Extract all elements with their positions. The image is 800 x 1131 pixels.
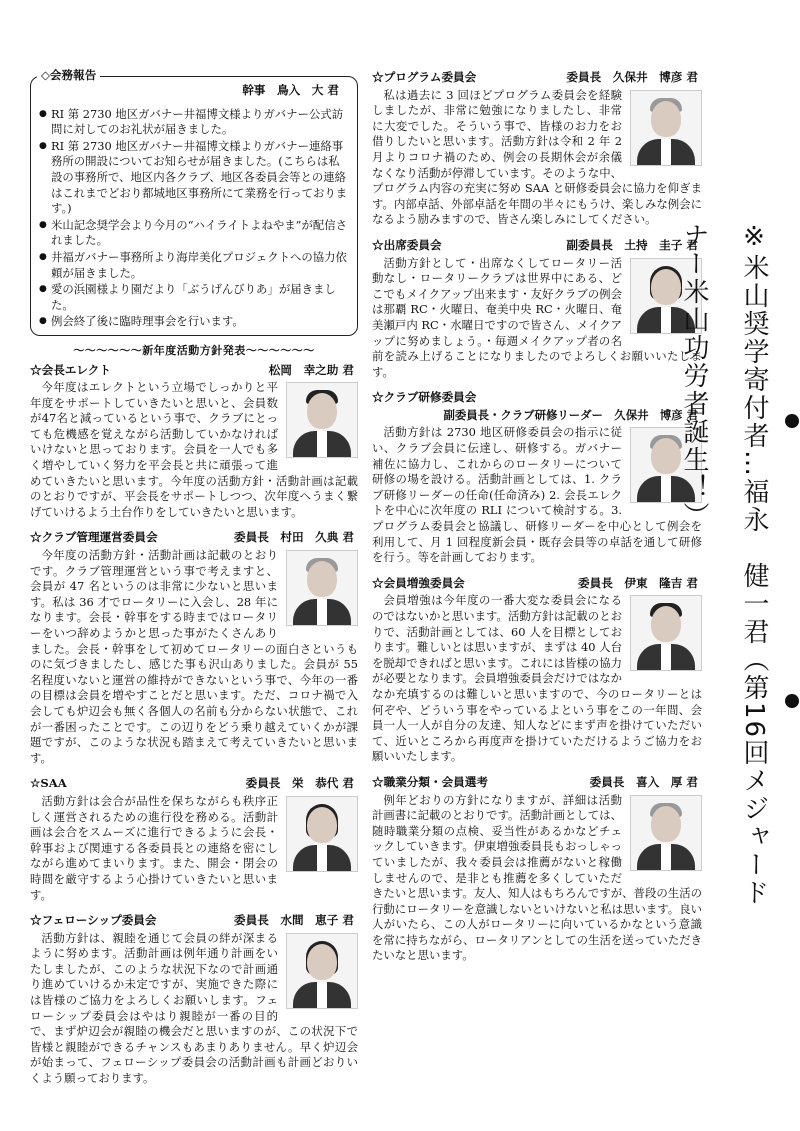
- section-person: 委員長 久保井 博彦 君: [566, 70, 698, 84]
- section-body: 今年度はエレクトという立場でしっかりと平年度をサポートしていきたいと思いと、会員数が47名と減っているという事で、クラブにとっても危機感を覚えながら活動していかなければいけないと思っております。会員を一人でも多く増やしていく努力を平会長と共に頑張って進めていきたいと思います。今年度の活動方針・活動計画は記載のとおりですが、平会長をサポートしつつ、次年度へうまく繋げていけるよう土台作りをしていきたいと思います。: [30, 380, 358, 519]
- bullet-dot-icon: [785, 694, 799, 708]
- section-fellowship: [30, 913, 358, 1087]
- portrait-photo: [286, 796, 358, 872]
- left-column: [30, 70, 358, 1097]
- middle-column: [372, 70, 702, 974]
- meeting-report-title: ◇会務報告: [37, 68, 100, 84]
- section-body: 今年度の活動方針・活動計画は記載のとおりです。クラブ管理運営という事で考えますと、会員が 47 名というのは非常に少ないと思います。私は 36 才でロータリーに入会し、28 年になります。会長・幹事をする時まではロータリーをいつ辞めようかと思った事がたくさんありました。会長・幹事をして初めてロータリーの面白さというものに気づきましたし、感じた事も沢山ありました。会員が 55 名程度いないと運営の維持ができないという事で、今年の一番の目標は会員を増やすことだと思います。ただ、コロナ禍で入会しても炉辺会も無く各個人の名前も分からない状態で、これが一番困ったことです。この辺りをどう乗り越えていくかが課題ですが、このような状況も踏まえて考えていきたいと思います。: [30, 548, 358, 765]
- report-item: ● RI 第 2730 地区ガバナー井福博文様よりガバナー連絡事務所の開設についてお知らせが届きました。(こちらは私設の事務所で、地区内各クラブ、地区各委員会等との連絡はこれまでどおり都城地区事務所にて業務を行っております。): [39, 139, 349, 217]
- section-person: 松岡 幸之助 君: [268, 362, 354, 377]
- section-body: 活動方針は会合が品性を保ちながらも秩序正しく運営されるための進行役を務める。活動計画は会合をスムーズに進行できるように会長・幹事および関連する各委員長との連絡を密にしながら進めてまいります。また、開会・閉会の時間を厳守するよう心掛けていきたいと思います。: [30, 793, 278, 902]
- section-title: ☆SAA: [30, 776, 67, 791]
- section-body: 活動方針として・出席なくしてロータリー活動なし・ロータリークラブは世界中にある、どこでもメイクアップ出来ます・友好クラブの例会は那覇 RC・火曜日、奄美中央 RC・火曜日、奄美瀬戸内 RC・水曜日ですので皆さん、メイクアップに努めましょう。・毎週メイクアップ者の名前を読み上げることになりましたのでよろしくお願いいたします。: [372, 255, 702, 379]
- section-title: ☆クラブ管理運営委員会: [30, 530, 158, 545]
- section-person: 委員長 水間 恵子 君: [234, 913, 354, 928]
- section-attendance: [372, 238, 702, 380]
- section-title: ☆プログラム委員会: [372, 70, 477, 84]
- section-body: 活動方針は 2730 地区研修委員会の指示に従い、クラブ会員に伝達し、研修する。ガバナー補佐に協力し、これからのロータリーについて研修の場を設ける。活動計画としては、1. クラブ研修リーダーの任命(任命済み) 2. 会長エレクトを中心に次年度の RLI について検討する。3. プログラム委員会と協議し、研修リーダーを中心として例会を利用して、月 1 回程度新会員・既存会員等の卓話を通して研修を行う。等を計画しております。: [372, 425, 702, 565]
- section-program: [372, 70, 702, 228]
- report-item: ● 井福ガバナー事務所より海岸美化プロジェクトへの協力依頼が届きました。: [39, 250, 349, 281]
- donor-vertical-notice: ※米山奨学寄付者…福永 健一君（第16回メジャードナー米山功労者誕生！）: [679, 222, 769, 908]
- section-title: ☆フェローシップ委員会: [30, 913, 157, 928]
- section-classification: [372, 775, 702, 964]
- portrait-photo: [630, 90, 702, 166]
- report-item: ● 愛の浜園様より園だより「ぶうげんびりあ」が届きました。: [39, 282, 349, 313]
- section-membership: [372, 576, 702, 765]
- policy-section-header: 〜〜〜〜〜〜新年度活動方針発表〜〜〜〜〜〜: [73, 343, 315, 357]
- meeting-report-header: [39, 83, 349, 99]
- meeting-report-officer: 幹事 鳥入 大 君: [242, 83, 339, 97]
- section-saa: [30, 776, 358, 903]
- report-item: ● 例会終了後に臨時理事会を行います。: [39, 314, 349, 330]
- section-title: ☆職業分類・会員選考: [372, 774, 488, 789]
- section-person: 委員長 栄 恭代 君: [245, 776, 354, 791]
- section-title: ☆会長エレクト: [30, 362, 111, 377]
- section-title: ☆出席委員会: [372, 237, 442, 252]
- section-body: 私は過去に 3 回ほどプログラム委員会を経験しましたが、非常に勉強になりましたし、非常に大変でした。そういう事で、皆様のお力をお借りしたいと思います。活動方針は令和 2 年 2 月よりコロナ禍のため、例会の長期休会が余儀なくなり活動が停滞しています。そのような中、プログラム内容の充実に努め SAA と研修委員会に協力を仰ぎます。内部卓話、外部卓話を年間の半々にもうけ、楽しみな例会になるよう励みますので、皆さん楽しみにしてください。: [372, 87, 702, 227]
- portrait-photo: [286, 382, 358, 458]
- section-club-admin: [30, 530, 358, 766]
- section-title: ☆会員増強委員会: [372, 575, 465, 590]
- meeting-report-box: [30, 68, 358, 336]
- portrait-photo: [286, 933, 358, 1009]
- section-club-training: [372, 390, 702, 566]
- section-body: 例年どおりの方針になりますが、詳細は活動計画書に記載のとおりです。活動計画としては、随時職業分類の点検、妥当性があるかなどチェックしていきます。伊東増強委員長もおっしゃっていましたが、我々委員会は推薦がないと稼働しませんので、是非とも推薦を多くしていただきたいと思います。友人、知人はもちろんですが、普段の生活の行動にロータリーを意識しないといけないと私は思います。良い人がいたら、この人がロータリーに向いているかなという意識を常に持ちながら、ロータリアンとしての生活を送っていただきたいなと思います。: [372, 792, 702, 963]
- report-item: ● RI 第 2730 地区ガバナー井福博文様よりガバナー公式訪問に対してのお礼状が届きました。: [39, 107, 349, 138]
- section-person: 副委員長・クラブ研修リーダー 久保井 博彦 君: [443, 407, 698, 422]
- section-body: 活動方針は、親睦を通じて会員の絆が深まるように努めます。活動計画は例年通り計画をいたしましたが、このような状況下なので計画通り進めていけるか未定ですが、実施できた際には皆様のご協力をよろしくお願いします。フェローシップ委員会はやはり親睦が一番の目的で、まず炉辺会が親睦の機会だと思いますのが、この状況下で皆様と親睦ができるチャンスもあまりありません。早く炉辺会が始まって、フェローシップ委員会の活動計画も計画どおりいくよう願っております。: [30, 930, 358, 1086]
- portrait-photo: [630, 795, 702, 871]
- bullet-dot-icon: [785, 414, 799, 428]
- section-body: 会員増強は今年度の一番大変な委員会になるのではないかと思います。活動方針は記載のとおりで、活動計画としては、60 人を目標としております。難しいとは思いますが、まずは 40 人台を脱却できればと思います。これには皆様の協力が必要となります。会員増強委員会だけではなかなか充填するのは難しいと思いますので、今のロータリーとは何ぞや、どういう事をやっているよという事をこの一年間、会員一人一人が自分の友達、知人などにまず声を掛けていただいて、近いところから再度声を掛けていただけるようご協力をお願いいたします。: [372, 593, 702, 764]
- portrait-photo: [286, 550, 358, 626]
- section-person: 副委員長 土持 圭子 君: [566, 237, 698, 252]
- section-person: 委員長 伊東 隆吉 君: [578, 575, 698, 590]
- section-president-elect: [30, 363, 358, 521]
- section-title: ☆クラブ研修委員会: [372, 390, 477, 405]
- report-item: ● 米山記念奨学会より今月の“ハイライトよねやま”が配信されました。: [39, 218, 349, 249]
- section-person: 委員長 村田 久典 君: [234, 530, 354, 545]
- portrait-photo: [630, 595, 702, 671]
- section-person: 委員長 喜入 厚 君: [589, 774, 698, 789]
- meeting-report-list: [39, 107, 349, 330]
